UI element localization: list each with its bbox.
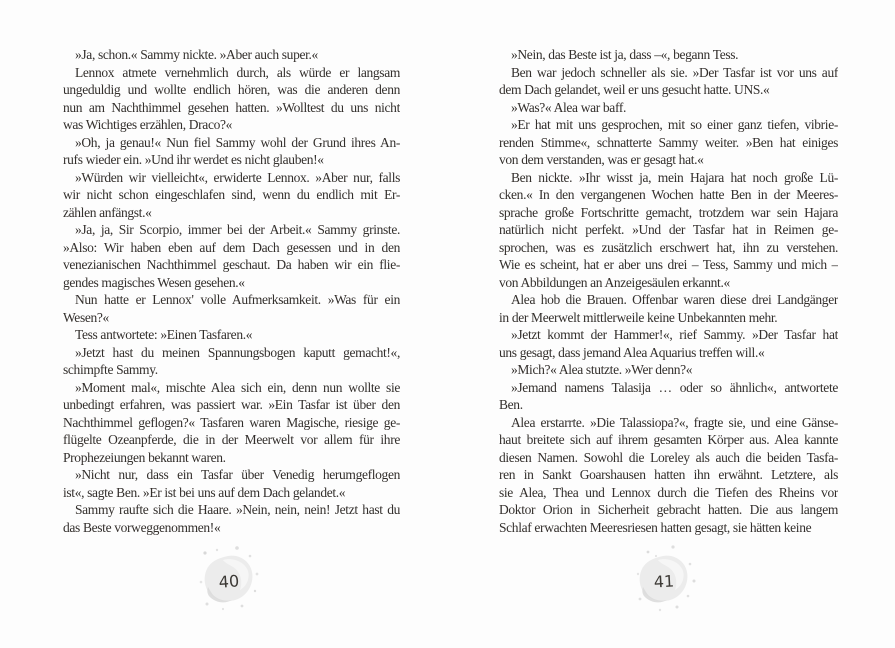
text-line: gendes magisches Wesen gesehen.« bbox=[63, 274, 245, 290]
text-line: nun am Nachthimmel gesehen hatten. »Wolltest du uns nicht bbox=[63, 99, 400, 115]
text-line: natürlich nicht perfekt. »Und der Tasfar hat in Reimen ge- bbox=[499, 222, 838, 237]
text-line: Schlaf erwachten Meeresriesen hatten gesagt, sie hätten keine bbox=[499, 519, 812, 535]
text-line: »Mich?« Alea stutzte. »Wer denn?« bbox=[511, 362, 693, 377]
text-line: unbedingt erfahren, was passiert war. »Ein Tasfar ist über den bbox=[63, 397, 400, 412]
text-line: zählen anfängst.« bbox=[63, 204, 152, 220]
text-line: Nachthimmel geflogen?« Tasfaren waren Magische, riesige ge- bbox=[63, 414, 400, 430]
page-number-splash-left bbox=[193, 544, 265, 616]
text-line: Prophezeiungen bekannt waren. bbox=[63, 449, 226, 465]
text-line: ist«, sagte Ben. »Er ist bei uns auf dem Dach gelandet.« bbox=[63, 484, 346, 500]
text-line: Nun hatte er Lennox' volle Aufmerksamkeit. »Was für ein bbox=[75, 292, 400, 307]
page-number-splash-right bbox=[628, 544, 700, 616]
text-line: diesen Namen. Sowohl die Loreley als auch die beiden Tasfa- bbox=[499, 449, 838, 465]
text-line: renden Stimme«, schnatterte Sammy weiter. »Ben hat einiges bbox=[499, 134, 838, 150]
text-line: »Was?« Alea war baff. bbox=[511, 99, 627, 115]
text-line: cken.« In den vergangenen Wochen hatte Ben in der Meeres- bbox=[499, 187, 838, 202]
text-line: uns gesagt, dass jemand Alea Aquarius treffen will.« bbox=[499, 344, 765, 360]
page-number: 40 bbox=[218, 571, 240, 592]
text-line: »Also: Wir haben eben auf dem Dach gesessen und in den bbox=[63, 239, 400, 255]
text-line: Doktor Orion in Sicherheit gebracht hatten. Die aus langem bbox=[499, 502, 838, 517]
text-line: flügelte Ozeanpferde, die in der Meerwelt vor allem für ihre bbox=[63, 432, 400, 447]
text-line: Ben nickte. »Ihr wisst ja, mein Hajara hat noch große Lü- bbox=[511, 169, 838, 185]
text-line: ren in Sankt Goarshausen hatten ihn erwähnt. Letztere, als bbox=[499, 467, 838, 482]
text-line: von Abbildungen an Anzeigesäulen erkannt.« bbox=[499, 274, 730, 290]
text-line: Wie es scheint, hat er aber uns drei – Tess, Sammy und mich – bbox=[499, 257, 838, 272]
text-line: Tess antwortete: »Einen Tasfaren.« bbox=[75, 327, 253, 342]
text-line: von dem verstanden, was er gesagt hat.« bbox=[499, 152, 704, 167]
text-line: »Moment mal«, mischte Alea sich ein, denn nun wollte sie bbox=[75, 379, 400, 395]
text-line: »Würden wir vielleicht«, erwiderte Lennox. »Aber nur, falls bbox=[75, 169, 400, 185]
text-line: sie Alea, Thea und Lennox durch die Tiefen des Rheins vor bbox=[499, 484, 838, 500]
text-line: das Beste vorweggenommen!« bbox=[63, 519, 221, 535]
text-line: haut breitete sich auf ihrem gesamten Körper aus. Alea kannte bbox=[499, 432, 838, 447]
page-text-left bbox=[63, 46, 400, 536]
text-line: »Oh, ja genau!« Nun fiel Sammy wohl der Grund ihres An- bbox=[75, 134, 400, 150]
text-line: Sammy raufte sich die Haare. »Nein, nein, nein! Jetzt hast du bbox=[75, 502, 400, 517]
text-line: schimpfte Sammy. bbox=[63, 362, 158, 377]
text-line: rufs wieder ein. »Und ihr werdet es nicht glauben!« bbox=[63, 152, 324, 167]
text-line: »Nicht nur, dass ein Tasfar über Venedig herumgeflogen bbox=[75, 467, 400, 482]
text-line: venezianischen Nachthimmel geschaut. Da haben wir ein flie- bbox=[63, 257, 400, 272]
text-line: Alea hob die Brauen. Offenbar waren diese drei Landgänger bbox=[511, 292, 838, 307]
page-number: 41 bbox=[653, 571, 675, 592]
text-line: »Jemand namens Talasija … oder so ähnlich«, antwortete bbox=[511, 379, 838, 395]
text-line: in der Meerwelt mittlerweile keine Unbekannten mehr. bbox=[499, 309, 778, 325]
text-line: Lennox atmete vernehmlich durch, als würde er langsam bbox=[75, 64, 400, 80]
text-line: »Ja, schon.« Sammy nickte. »Aber auch super.« bbox=[75, 47, 318, 62]
text-line: sprache große Fortschritte gemacht, trotzdem war sein Hajara bbox=[499, 204, 838, 220]
text-line: »Jetzt hast du meinen Spannungsbogen kaputt gemacht!«, bbox=[75, 344, 400, 360]
text-line: »Er hat mit uns gesprochen, mit so einer ganz tiefen, vibrie- bbox=[511, 117, 838, 132]
text-line: sprochen, was es zusätzlich erschwert hat, ihn zu verstehen. bbox=[499, 239, 838, 255]
text-line: Wesen?« bbox=[63, 309, 109, 325]
text-line: Ben. bbox=[499, 397, 523, 412]
page-text-right bbox=[499, 46, 838, 536]
text-line: wir nicht schon eingeschlafen sind, wenn du endlich mit Er- bbox=[63, 187, 400, 202]
text-line: ungeduldig und wollte endlich hören, was die anderen denn bbox=[63, 82, 400, 97]
text-line: Alea erstarrte. »Die Talassiopa?«, fragte sie, und eine Gänse- bbox=[511, 414, 838, 430]
text-line: »Jetzt kommt der Hammer!«, rief Sammy. »Der Tasfar hat bbox=[511, 327, 838, 342]
text-line: »Ja, ja, Sir Scorpio, immer bei der Arbeit.« Sammy grinste. bbox=[75, 222, 400, 237]
text-line: »Nein, das Beste ist ja, dass –«, begann Tess. bbox=[511, 47, 739, 62]
text-line: was Wichtiges erzählen, Draco?« bbox=[63, 117, 233, 132]
text-line: dem Dach gelandet, weil er uns gesucht hatte. UNS.« bbox=[499, 82, 770, 97]
text-line: Ben war jedoch schneller als sie. »Der Tasfar ist vor uns auf bbox=[511, 64, 838, 80]
